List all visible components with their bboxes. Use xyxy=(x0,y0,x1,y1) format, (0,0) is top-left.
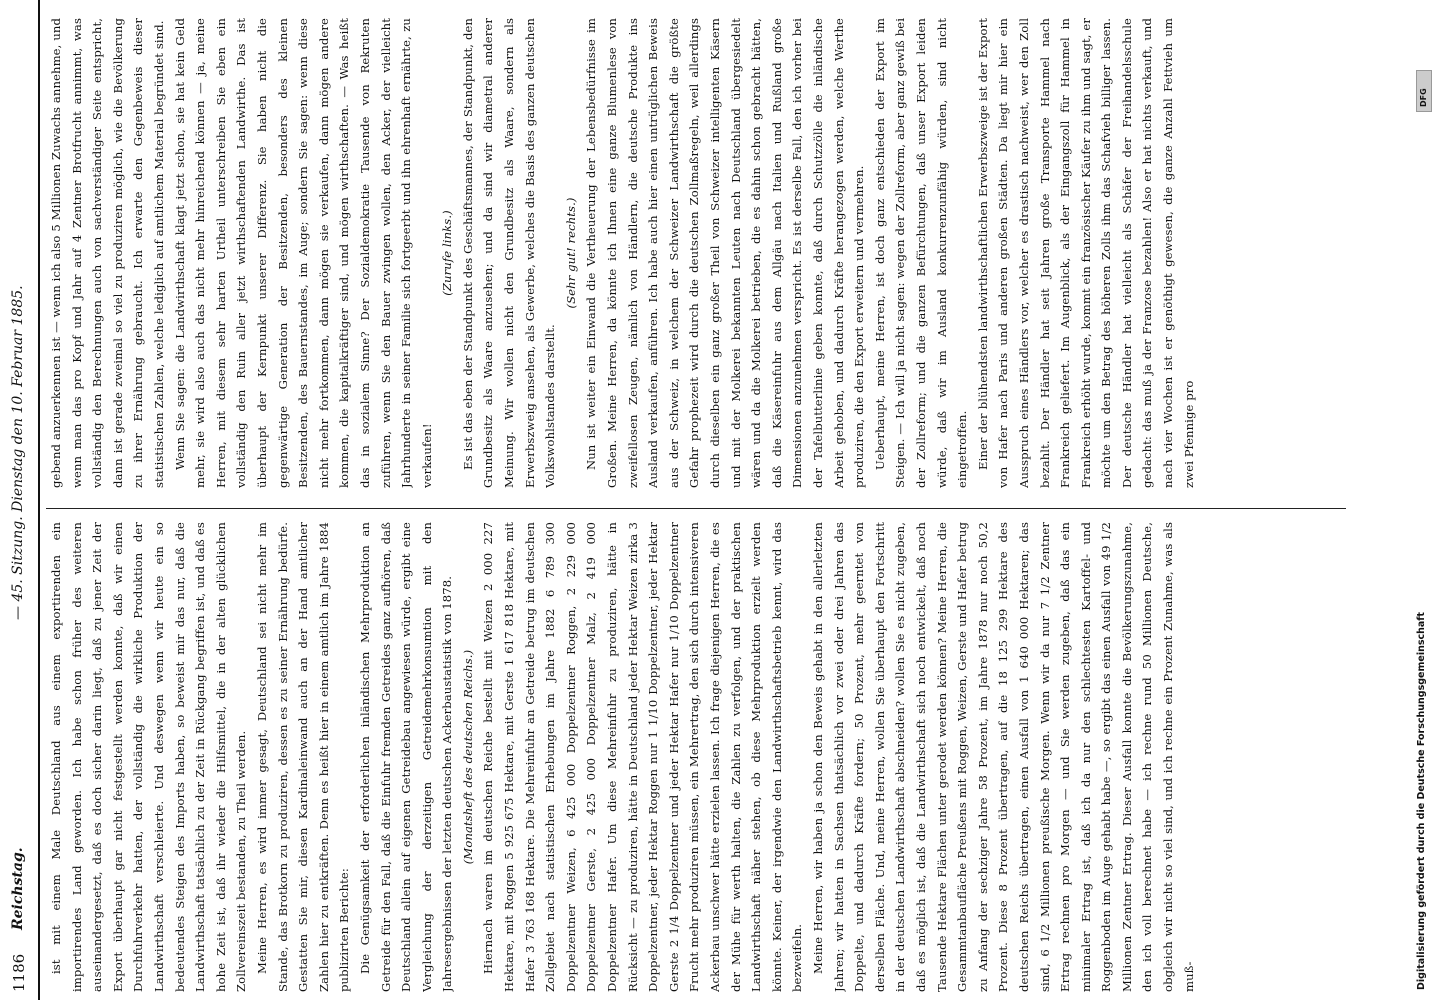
column-divider xyxy=(46,508,1346,509)
right-column xyxy=(46,18,1346,488)
citation: (Monatsheft des deutschen Reichs.) xyxy=(460,649,475,865)
paragraph: Wenn Sie sagen: die Landwirthschaft klagt jetzt schon, sie hat kein Geld mehr, sie wird also auch das nicht mehr hinreichend können — ja, meine Herren, mit diesem sehr harten Urtheil unterschreiben Sie eben ein vollständig den Ruin aller jetzt wirthschaftenden Landwirthe. Das ist überhaupt der Kernpunkt unserer Differenz. Sie haben nicht die gegenwärtige Generation der Besitzenden, besonders des kleinen Besitzenden, des Bauernstandes, im Auge; sondern Sie sagen: wenn diese nicht mehr fortkommen, dann mögen sie verkaufen, dann mögen andere kommen, die kapitalkräftiger sind, und mögen wirthschaften. — Was heißt das in sozialem Sinne? Der Sozialdemokratie Tausende von Rekruten zuführen, wenn Sie den Bauer zwingen wollen, den Acker, der vielleicht Jahrhunderte in seiner Familie sich fortgeerbt und ihn ehrenhaft ernährte, zu verkaufen! xyxy=(172,18,434,488)
paragraph: Es ist das eben der Standpunkt des Geschäftsmannes, der Standpunkt, den Grundbesitz als Waare anzusehen; und da sind wir diametral anderer Meinung. Wir wollen nicht den Grundbesitz als Waare, sondern als Erwerbszweig ansehen, als Gewerbe, welches die Basis des ganzen deutschen Volkswohlstandes darstellt. xyxy=(460,18,558,488)
paragraph: Einer der blühendsten landwirthschaftlichen Erwerbszweige ist der Export von Hafer nach Paris und anderen großen Städten. Da liegt mir hier ein Ausspruch eines Händlers vor, welcher es drastisch nachweist, wer den Zoll bezahlt. Der Händler hat seit Jahren große Transporte Hammel nach Frankreich geliefert. Im Augenblick, als der Eingangszoll für Hammel in Frankreich erhöht wurde, kommt ein französischer Käufer zu ihm und sagt, er möchte um den Betrag des höheren Zolls ihm das Schafvieh billiger lassen. Der deutsche Händler hat vielleicht als Schäfer der Freihandelsschule gedacht: das muß ja der Franzose bezahlen! Also er hat nichts verkauft, und nach vier Wochen ist er genöthigt gewesen, die ganze Anzahl Fettvieh um zwei Pfennige pro xyxy=(975,18,1196,488)
paragraph: Meine Herren, es wird immer gesagt, Deutschland sei nicht mehr im Stande, das Brotkorn zu produziren, dessen es zu seiner Ernährung bedürfe. Gestatten Sie mir, diesen Kardinaleinwand auch an der Hand amtlicher Zahlen hier zu entkräften. Denn es heißt hier in einem amtlich im Jahre 1884 publizirten Berichte: xyxy=(254,522,352,992)
session-line: — 45. Sitzung. Dienstag den 10. Februar 1885. xyxy=(10,285,26,620)
left-column xyxy=(46,522,1346,992)
paragraph: Hiernach waren im deutschen Reiche bestellt mit Weizen 2 000 227 Hektare, mit Roggen 5 925 675 Hektare, mit Gerste 1 617 818 Hektare, mit Hafer 3 763 168 Hektare. Die Mehreinfuhr an Getreide betrug im deutschen Zollgebiet nach statistischen Erhebungen im Jahre 1882 6 789 300 Doppelzentner Weizen, 6 425 000 Doppelzentner Roggen, 2 229 000 Doppelzentner Gerste, 2 425 000 Doppelzentner Malz, 2 419 000 Doppelzentner Hafer. Um diese Mehreinfuhr zu produziren, hätte in Rücksicht — zu produziren, hätte in Deutschland jeder Hektar Weizen zirka 3 Doppelzentner, jeder Hektar Roggen nur 1 1/10 Doppelzentner, jeder Hektar Gerste 2 1/4 Doppelzentner und jeder Hektar Hafer nur 1/10 Doppelzentner Frucht mehr produziren müssen, ein Mehrertrag, den sich durch intensiveren Ackerbau unschwer hätte erzielen lassen. Ich frage diejenigen Herren, die es der Mühe für werth halten, die Zahlen zu verfolgen, und der praktischen Landwirthschaft näher stehen, ob diese Mehrproduktion erzielt werden könnte. Keiner, der irgendwie den Landwirthschaftsbetrieb kennt, wird das bezweifeln. xyxy=(481,522,805,992)
dfg-logo xyxy=(1416,70,1432,112)
paragraph: Nun ist weiter ein Einwand die Vertheuerung der Lebensbedürfnisse im Großen. Meine Herren, da könnte ich Ihnen eine ganze Blumenlese von zweifellosen Zeugen, nämlich von Händlern, die deutsche Produkte ins Ausland verkaufen, anführen. Ich habe auch hier einen untrüglichen Beweis aus der Schweiz, in welchem der Schweizer Landwirthschaft die größte Gefahr prophezeit wird durch die deutschen Zollmaßregeln, weil allerdings durch dieselben ein ganz großer Theil von Schweizer intelligenten Käsern und mit der Molkerei bekannten Leuten nach Deutschland übergesiedelt wären und da die Molkerei betrieben, die es dahin schon gebracht hätten, daß die Käsereinfuhr aus dem Allgäu nach Italien und Rußland große Dimensionen anzunehmen verspricht. Es ist derselbe Fall, den ich vorher bei der Tafelbutterlinie geben konnte, daß durch Schutzzölle die inländische Arbeit gehoben, und dadurch Kräfte herangezogen werden, welche Werthe produziren, die den Export erweitern und vermehren. xyxy=(584,18,867,488)
document-title: Reichstag. xyxy=(10,847,26,930)
page-header xyxy=(0,0,34,1000)
digitization-credit: Digitalisierung gefördert durch die Deutsche Forschungsgemeinschaft xyxy=(1416,612,1427,990)
interjection: (Sehr gut! rechts.) xyxy=(563,197,578,309)
header-rule xyxy=(38,0,40,1000)
paragraph: Meine Herren, wir haben ja schon den Beweis gehabt in den allerletzten Jahren; wir hatten in Sachsen thatsächlich vor zwei oder drei Jahren das Doppelte, und dadurch Kräfte fordern; 50 Prozent, mehr geerntet von derselben Fläche. Und, meine Herren, wollen Sie überhaupt den Fortschritt in der deutschen Landwirthschaft abschneiden? wollen Sie es nicht zugeben, daß es möglich ist, daß die Landwirthschaft sich noch entwickelt, daß noch Tausende Hektare Flächen unter gerodet werden können? Meine Herren, die Gesammtanbaufläche Preußens mit Roggen, Weizen, Gerste und Hafer betrug zu Anfang der sechziger Jahre 58 Prozent, im Jahre 1878 nur noch 50,2 Prozent. Diese 8 Prozent übertragen, auf die 18 125 299 Hektare des deutschen Reichs übertragen, einen Ausfall von 1 640 000 Hektaren; das sind, 6 1/2 Millionen preußische Morgen. Wenn wir da nur 7 1/2 Zentner Ertrag rechnen pro Morgen — und Sie werden zugeben, daß das ein minimaler Ertrag ist, daß ich da nur den schlechtesten Kartoffel- und Roggenboden im Auge gehabt habe —, so ergibt das einen Ausfall von 49 1/2 Millionen Zentner Ertrag. Dieser Ausfall konnte die Bevölkerungszunahme, den ich voll berechnet habe — ich rechne rund 50 Millionen Deutsche, obgleich wir nicht so viel sind, und ich rechne ein Prozent Zunahme, was als muß- xyxy=(810,522,1196,992)
page-number: 1186 xyxy=(10,953,28,992)
paragraph: gebend anzuerkennen ist — wenn ich also 5 Millionen Zuwachs annehme, und wenn man das pro Kopf und Jahr auf 4 Zentner Brotfrucht annimmt, was vollständig den Berechnungen auch von sachverständiger Seite entspricht, dann ist gerade zweimal so viel zu produziren möglich, wie die Bevölkerung zu ihrer Ernährung gebraucht. Ich erwarte den Gegenbeweis dieser statistischen Zahlen, welche lediglich auf amtlichem Material begründet sind. xyxy=(49,18,166,488)
dfg-logo-text: DFG xyxy=(1419,88,1428,107)
interjection: (Zurufe links.) xyxy=(440,210,455,296)
paragraph: Die Genügsamkeit der erforderlichen inländischen Mehrproduktion an Getreide für den Fall, daß die Einfuhr fremden Getreides ganz aufhören, daß Deutschland allein auf eigenen Getreidebau angewiesen würde, ergibt eine Vergleichung der derzeitigen Getreidemehrkonsumtion mit den Jahresergebnissen der letzten deutschen Ackerbaustatistik von 1878. xyxy=(357,522,455,992)
paragraph: ist mit einem Male Deutschland aus einem exportirenden ein importirendes Land geworden. Ich habe schon früher des weiteren auseinandergesetzt, daß es doch sicher darin liegt, daß zu jener Zeit der Export überhaupt gar nicht festgestellt werden konnte, daß wir einen Durchfuhrverkehr hatten, der vollständig die wirkliche Produktion der Landwirthschaft verschleierte. Und deswegen wenn wir heute ein so bedeutendes Steigen des Imports haben, so beweist mir das nur, daß die Landwirthschaft tatsächlich zu der Zeit in Rückgang begriffen ist, und daß es hohe Zeit ist, daß ihr wieder die Hilfsmittel, die in der alten glücklichen Zollvereinszeit bestanden, zu Theil werden. xyxy=(49,522,249,992)
paragraph: Ueberhaupt, meine Herren, ist doch ganz entschieden der Export im Steigen. — Ich will ja nicht sagen: wegen der Zollreform, aber ganz gewiß bei der Zollreform; und die ganzen Befürchtungen, daß unser Export leiden würde, daß wir im Ausland konkurrenzunfähig würden, sind nicht eingetroffen. xyxy=(872,18,970,488)
